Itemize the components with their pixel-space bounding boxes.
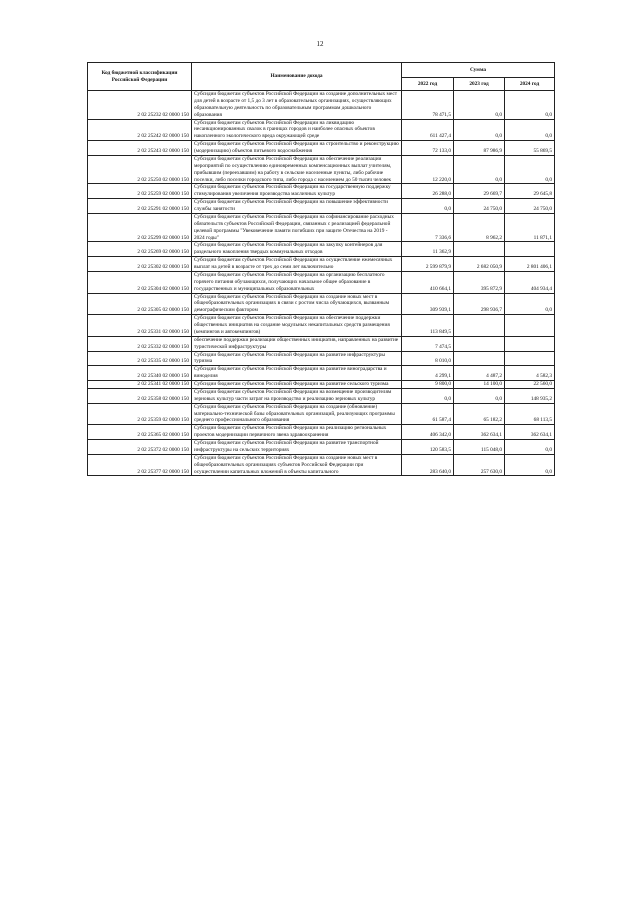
amount-2023-cell (454, 315, 505, 337)
amount-2024-cell: 0,0 (505, 440, 555, 455)
revenue-name-cell: Субсидии бюджетам субъектов Российской Федерации на обеспечение реализации мероприятий по осуществлению единовременных компенсационных выплат учителям, прибывшим (переехавшим) на работу в сельские населенные пункты, либо рабочие поселки, либо поселки городского типа, либо города с населением до 50 тысяч человек (192, 155, 402, 184)
amount-2024-cell: 0,0 (505, 119, 555, 141)
revenue-name-cell: Субсидии бюджетам субъектов Российской Федерации на осуществление ежемесячных выплат на детей в возрасте от трех до семи лет включительно (192, 257, 402, 272)
budget-code-cell: 2 02 25232 02 0000 150 (88, 91, 192, 120)
revenue-name-cell: Субсидии бюджетам субъектов Российской Федерации на организацию бесплатного горячего питания обучающихся, получающих начальное общее образование в государственных и муниципальных образовательных (192, 271, 402, 293)
amount-2023-cell: 395 872,9 (454, 271, 505, 293)
amount-2022-cell: 61 587,4 (402, 403, 454, 425)
revenue-name-cell: обеспечение поддержки реализации общественных инициатив, направленных на развитие туристической инфраструктуры (192, 336, 402, 351)
amount-2024-cell (505, 336, 555, 351)
amount-2024-cell (505, 351, 555, 366)
amount-2022-cell: 0,0 (402, 388, 454, 403)
amount-2023-cell: 0,0 (454, 119, 505, 141)
table-row (88, 271, 555, 293)
amount-2023-cell: 0,0 (454, 155, 505, 184)
amount-2023-cell: 0,0 (454, 91, 505, 120)
amount-2023-cell: 14 100,0 (454, 381, 505, 389)
header-code: Код бюджетной классификации Российской Федерации (88, 63, 192, 91)
amount-2022-cell: 8 010,0 (402, 351, 454, 366)
table-row (88, 440, 555, 455)
budget-code-cell: 2 02 25269 02 0000 150 (88, 242, 192, 257)
budget-code-cell: 2 02 25305 02 0000 150 (88, 293, 192, 315)
amount-2022-cell: 72 133,0 (402, 141, 454, 156)
amount-2023-cell: 87 986,9 (454, 141, 505, 156)
table-row (88, 293, 555, 315)
amount-2024-cell: 55 869,5 (505, 141, 555, 156)
budget-code-cell: 2 02 25359 02 0000 150 (88, 403, 192, 425)
amount-2023-cell: 29 669,7 (454, 184, 505, 199)
budget-code-cell: 2 02 25372 02 0000 150 (88, 440, 192, 455)
table-row (88, 351, 555, 366)
page-number: 12 (316, 40, 324, 48)
budget-code-cell: 2 02 25331 02 0000 150 (88, 315, 192, 337)
amount-2024-cell: 68 113,5 (505, 403, 555, 425)
amount-2023-cell: 65 182,2 (454, 403, 505, 425)
amount-2022-cell: 11 362,9 (402, 242, 454, 257)
budget-code-cell: 2 02 25340 02 0000 150 (88, 366, 192, 381)
budget-code-cell: 2 02 25299 02 0000 150 (88, 213, 192, 242)
table-row (88, 403, 555, 425)
amount-2024-cell: 0,0 (505, 293, 555, 315)
table-row (88, 91, 555, 120)
amount-2023-cell: 0,0 (454, 388, 505, 403)
header-name: Наименование дохода (192, 63, 402, 91)
revenue-name-cell: Субсидии бюджетам субъектов Российской Федерации на создание дополнительных мест для детей в возрасте от 1,5 до 3 лет в образовательных организациях, осуществляющих образовательную деятельность по образовательным программам дошкольного образования (192, 91, 402, 120)
table-row (88, 242, 555, 257)
amount-2024-cell: 2 801 406,1 (505, 257, 555, 272)
amount-2022-cell: 9 800,0 (402, 381, 454, 389)
revenue-name-cell: Субсидии бюджетам субъектов Российской Федерации на софинансирование расходных обязательств субъектов Российской Федерации, связанных с реализацией федеральной целевой программы "Увековечение памяти погибших при защите Отечества на 2019 - 2024 годы" (192, 213, 402, 242)
amount-2024-cell: 0,0 (505, 155, 555, 184)
amount-2024-cell (505, 242, 555, 257)
table-row (88, 213, 555, 242)
amount-2022-cell: 283 640,0 (402, 454, 454, 476)
amount-2022-cell: 78 471,5 (402, 91, 454, 120)
revenue-name-cell: Субсидии бюджетам субъектов Российской Федерации на строительство и реконструкцию (модернизацию) объектов питьевого водоснабжения (192, 141, 402, 156)
table-row (88, 336, 555, 351)
budget-code-cell: 2 02 25341 02 0000 150 (88, 381, 192, 389)
revenue-name-cell: Субсидии бюджетам субъектов Российской Федерации на развитие сельского туризма (192, 381, 402, 389)
amount-2024-cell: 0,0 (505, 454, 555, 476)
revenue-name-cell: Субсидии бюджетам субъектов Российской Федерации на государственную поддержку стимулирования увеличения производства масличных культур (192, 184, 402, 199)
revenue-name-cell: Субсидии бюджетам субъектов Российской Федерации на создание новых мест в общеобразовательных организациях субъектов Российской Федерации при осуществлении капитальных вложений в объекты капитального (192, 454, 402, 476)
budget-code-cell: 2 02 25243 02 0000 150 (88, 141, 192, 156)
budget-code-cell: 2 02 25302 02 0000 150 (88, 257, 192, 272)
budget-code-cell: 2 02 25358 02 0000 150 (88, 388, 192, 403)
amount-2022-cell: 406 342,0 (402, 425, 454, 440)
table-row (88, 454, 555, 476)
budget-code-cell: 2 02 25304 02 0000 150 (88, 271, 192, 293)
amount-2023-cell: 362 634,1 (454, 425, 505, 440)
amount-2024-cell (505, 315, 555, 337)
revenue-name-cell: Субсидии бюджетам субъектов Российской Федерации на возмещение производителям зерновых культур части затрат на производство и реализацию зерновых культур (192, 388, 402, 403)
revenue-name-cell: Субсидии бюджетам субъектов Российской Федерации на повышение эффективности службы занятости (192, 199, 402, 214)
table-body (88, 91, 555, 476)
table-row (88, 119, 555, 141)
amount-2024-cell: 24 750,0 (505, 199, 555, 214)
amount-2024-cell: 29 645,8 (505, 184, 555, 199)
budget-code-cell: 2 02 25259 02 0000 150 (88, 184, 192, 199)
budget-code-cell: 2 02 25335 02 0000 150 (88, 351, 192, 366)
amount-2024-cell: 22 560,0 (505, 381, 555, 389)
revenue-name-cell: Субсидии бюджетам субъектов Российской Федерации на развитие транспортной инфраструктуры на сельских территориях (192, 440, 402, 455)
budget-code-cell: 2 02 25332 02 0000 150 (88, 336, 192, 351)
table-row (88, 199, 555, 214)
revenue-name-cell: Субсидии бюджетам субъектов Российской Федерации на развитие инфраструктуры туризма (192, 351, 402, 366)
amount-2022-cell: 0,0 (402, 199, 454, 214)
amount-2022-cell: 120 583,5 (402, 440, 454, 455)
table-row (88, 141, 555, 156)
budget-code-cell: 2 02 25365 02 0000 150 (88, 425, 192, 440)
budget-code-cell: 2 02 25242 02 0000 150 (88, 119, 192, 141)
amount-2023-cell: 115 048,0 (454, 440, 505, 455)
revenue-name-cell: Субсидии бюджетам субъектов Российской Федерации на создание (обновление) материально-технической базы образовательных организаций, реализующих программы среднего профессионального образования (192, 403, 402, 425)
amount-2024-cell: 4 582,3 (505, 366, 555, 381)
amount-2023-cell (454, 242, 505, 257)
amount-2024-cell: 148 935,2 (505, 388, 555, 403)
table-row (88, 366, 555, 381)
amount-2022-cell: 7 474,5 (402, 336, 454, 351)
amount-2024-cell: 0,0 (505, 91, 555, 120)
header-year-2022: 2022 год (402, 78, 454, 91)
revenue-name-cell: Субсидии бюджетам субъектов Российской Федерации на закупку контейнеров для раздельного накопления твердых коммунальных отходов (192, 242, 402, 257)
amount-2022-cell: 309 939,1 (402, 293, 454, 315)
table-row (88, 184, 555, 199)
amount-2022-cell: 113 849,5 (402, 315, 454, 337)
revenue-name-cell: Субсидии бюджетам субъектов Российской Федерации на развитие виноградарства и виноделия (192, 366, 402, 381)
amount-2024-cell: 11 871,1 (505, 213, 555, 242)
amount-2023-cell: 2 682 050,9 (454, 257, 505, 272)
header-sum: Сумма (402, 63, 555, 78)
table-row (88, 315, 555, 337)
budget-code-cell: 2 02 25250 02 0000 150 (88, 155, 192, 184)
revenue-name-cell: Субсидии бюджетам субъектов Российской Федерации на обеспечение поддержки общественных инициатив на создание модульных некапитальных средств размещения (кемпингов и автокемпингов) (192, 315, 402, 337)
revenue-name-cell: Субсидии бюджетам субъектов Российской Федерации на реализацию региональных проектов модернизации первичного звена здравоохранения (192, 425, 402, 440)
budget-code-cell: 2 02 25377 02 0000 150 (88, 454, 192, 476)
amount-2022-cell: 2 599 879,9 (402, 257, 454, 272)
amount-2022-cell: 611 427,4 (402, 119, 454, 141)
revenue-name-cell: Субсидии бюджетам субъектов Российской Федерации на создание новых мест в общеобразовательных организациях в связи с ростом числа обучающихся, вызванным демографическим фактором (192, 293, 402, 315)
amount-2022-cell: 7 336,6 (402, 213, 454, 242)
table-row (88, 388, 555, 403)
table-row (88, 425, 555, 440)
amount-2023-cell (454, 351, 505, 366)
table-row (88, 155, 555, 184)
amount-2023-cell: 24 750,0 (454, 199, 505, 214)
table-row (88, 257, 555, 272)
amount-2023-cell: 4 487,2 (454, 366, 505, 381)
budget-code-cell: 2 02 25291 02 0000 150 (88, 199, 192, 214)
amount-2022-cell: 4 299,1 (402, 366, 454, 381)
amount-2024-cell: 404 934,4 (505, 271, 555, 293)
budget-revenue-table (87, 62, 555, 476)
amount-2023-cell: 298 936,7 (454, 293, 505, 315)
header-year-2024: 2024 год (505, 78, 555, 91)
revenue-name-cell: Субсидии бюджетам субъектов Российской Федерации на ликвидацию несанкционированных свалок в границах городов и наиболее опасных объектов накопленного экологического вреда окружающей среде (192, 119, 402, 141)
header-year-2023: 2023 год (454, 78, 505, 91)
amount-2023-cell: 8 962,2 (454, 213, 505, 242)
amount-2022-cell: 410 664,1 (402, 271, 454, 293)
amount-2022-cell: 26 288,0 (402, 184, 454, 199)
amount-2022-cell: 12 220,0 (402, 155, 454, 184)
table-row (88, 381, 555, 389)
amount-2023-cell (454, 336, 505, 351)
amount-2024-cell: 362 634,1 (505, 425, 555, 440)
amount-2023-cell: 257 630,0 (454, 454, 505, 476)
